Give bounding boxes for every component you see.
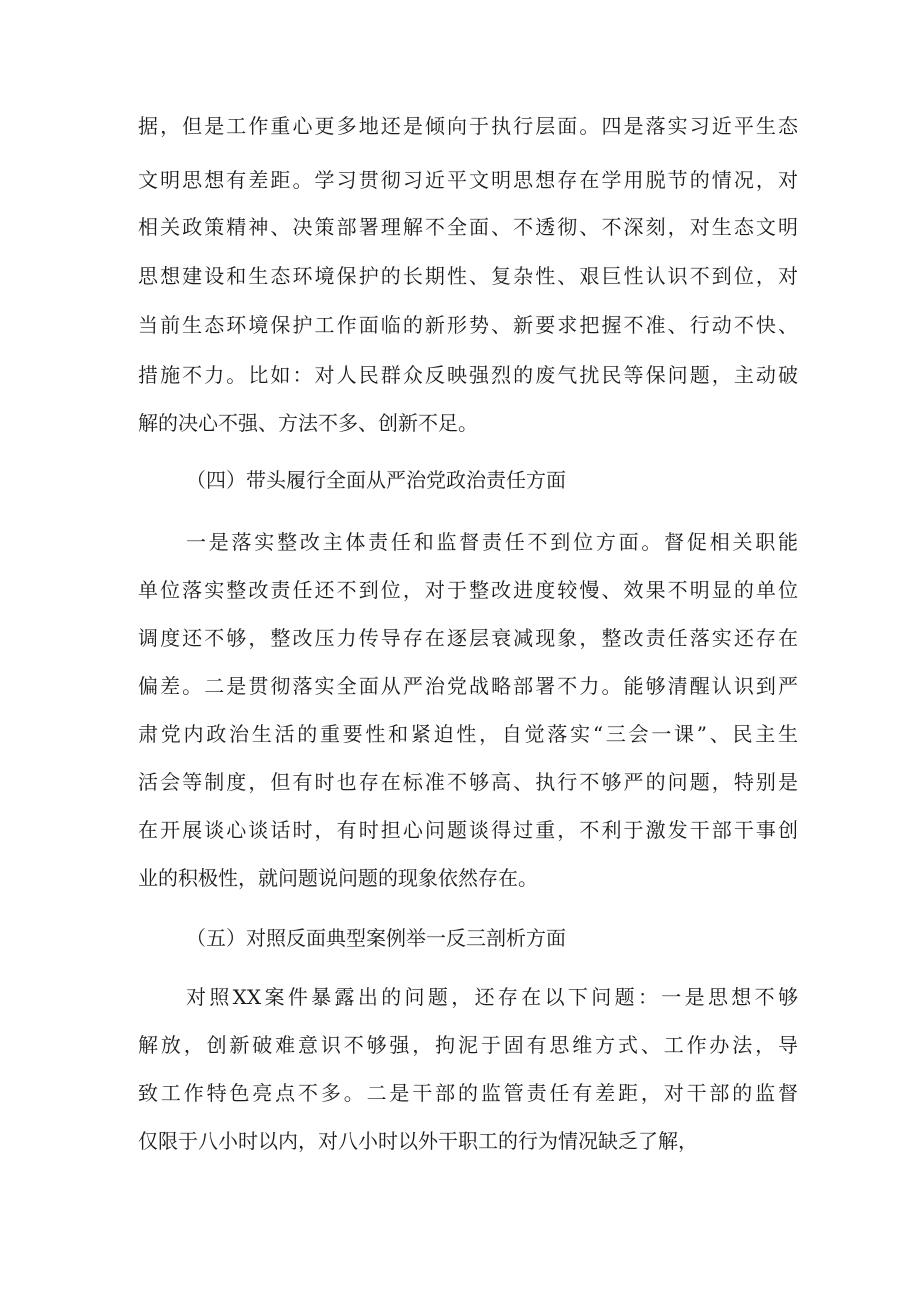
paragraph-line: 解放，创新破难意识不够强，拘泥于固有思维方式、工作办法，导	[138, 1033, 798, 1057]
paragraph-line: 据，但是工作重心更多地还是倾向于执行层面。四是落实习近平生态	[138, 114, 798, 138]
paragraph-line: 在开展谈心谈话时，有时担心问题谈得过重，不利于激发干部干事创	[138, 818, 798, 842]
paragraph-line: 肃党内政治生活的重要性和紧迫性，自觉落实“三会一课”、民主生	[138, 722, 798, 746]
paragraph-line: 思想建设和生态环境保护的长期性、复杂性、艰巨性认识不到位，对	[138, 264, 798, 288]
paragraph-line: 解的决心不强、方法不多、创新不足。	[138, 411, 478, 435]
paragraph-line: 相关政策精神、决策部署理解不全面、不透彻、不深刻，对生态文明	[138, 215, 798, 239]
paragraph-line: 单位落实整改责任还不到位，对于整改进度较慢、效果不明显的单位	[138, 578, 798, 602]
paragraph-line: 对照XX案件暴露出的问题，还存在以下问题：一是思想不够	[186, 985, 798, 1009]
section-heading-4: （四）带头履行全面从严治党政治责任方面	[186, 468, 566, 492]
paragraph-line: 业的积极性，就问题说问题的现象依然存在。	[138, 866, 538, 890]
paragraph-line: 当前生态环境保护工作面临的新形势、新要求把握不准、行动不快、	[138, 313, 798, 337]
paragraph-line: 调度还不够，整改压力传导存在逐层衰减现象，整改责任落实还存在	[138, 626, 798, 650]
paragraph-line: 活会等制度，但有时也存在标准不够高、执行不够严的问题，特别是	[138, 770, 798, 794]
paragraph-line: 文明思想有差距。学习贯彻习近平文明思想存在学用脱节的情况，对	[138, 168, 798, 192]
paragraph-line: 措施不力。比如：对人民群众反映强烈的废气扰民等保问题，主动破	[138, 363, 798, 387]
section-heading-5: （五）对照反面典型案例举一反三剖析方面	[186, 926, 566, 950]
paragraph-line: 致工作特色亮点不多。二是干部的监管责任有差距，对干部的监督	[138, 1081, 798, 1105]
paragraph-line: 偏差。二是贯彻落实全面从严治党战略部署不力。能够清醒认识到严	[138, 674, 798, 698]
paragraph-line: 一是落实整改主体责任和监督责任不到位方面。督促相关职能	[186, 530, 798, 554]
paragraph-line: 仅限于八小时以内，对八小时以外干职工的行为情况缺乏了解，	[138, 1129, 698, 1153]
